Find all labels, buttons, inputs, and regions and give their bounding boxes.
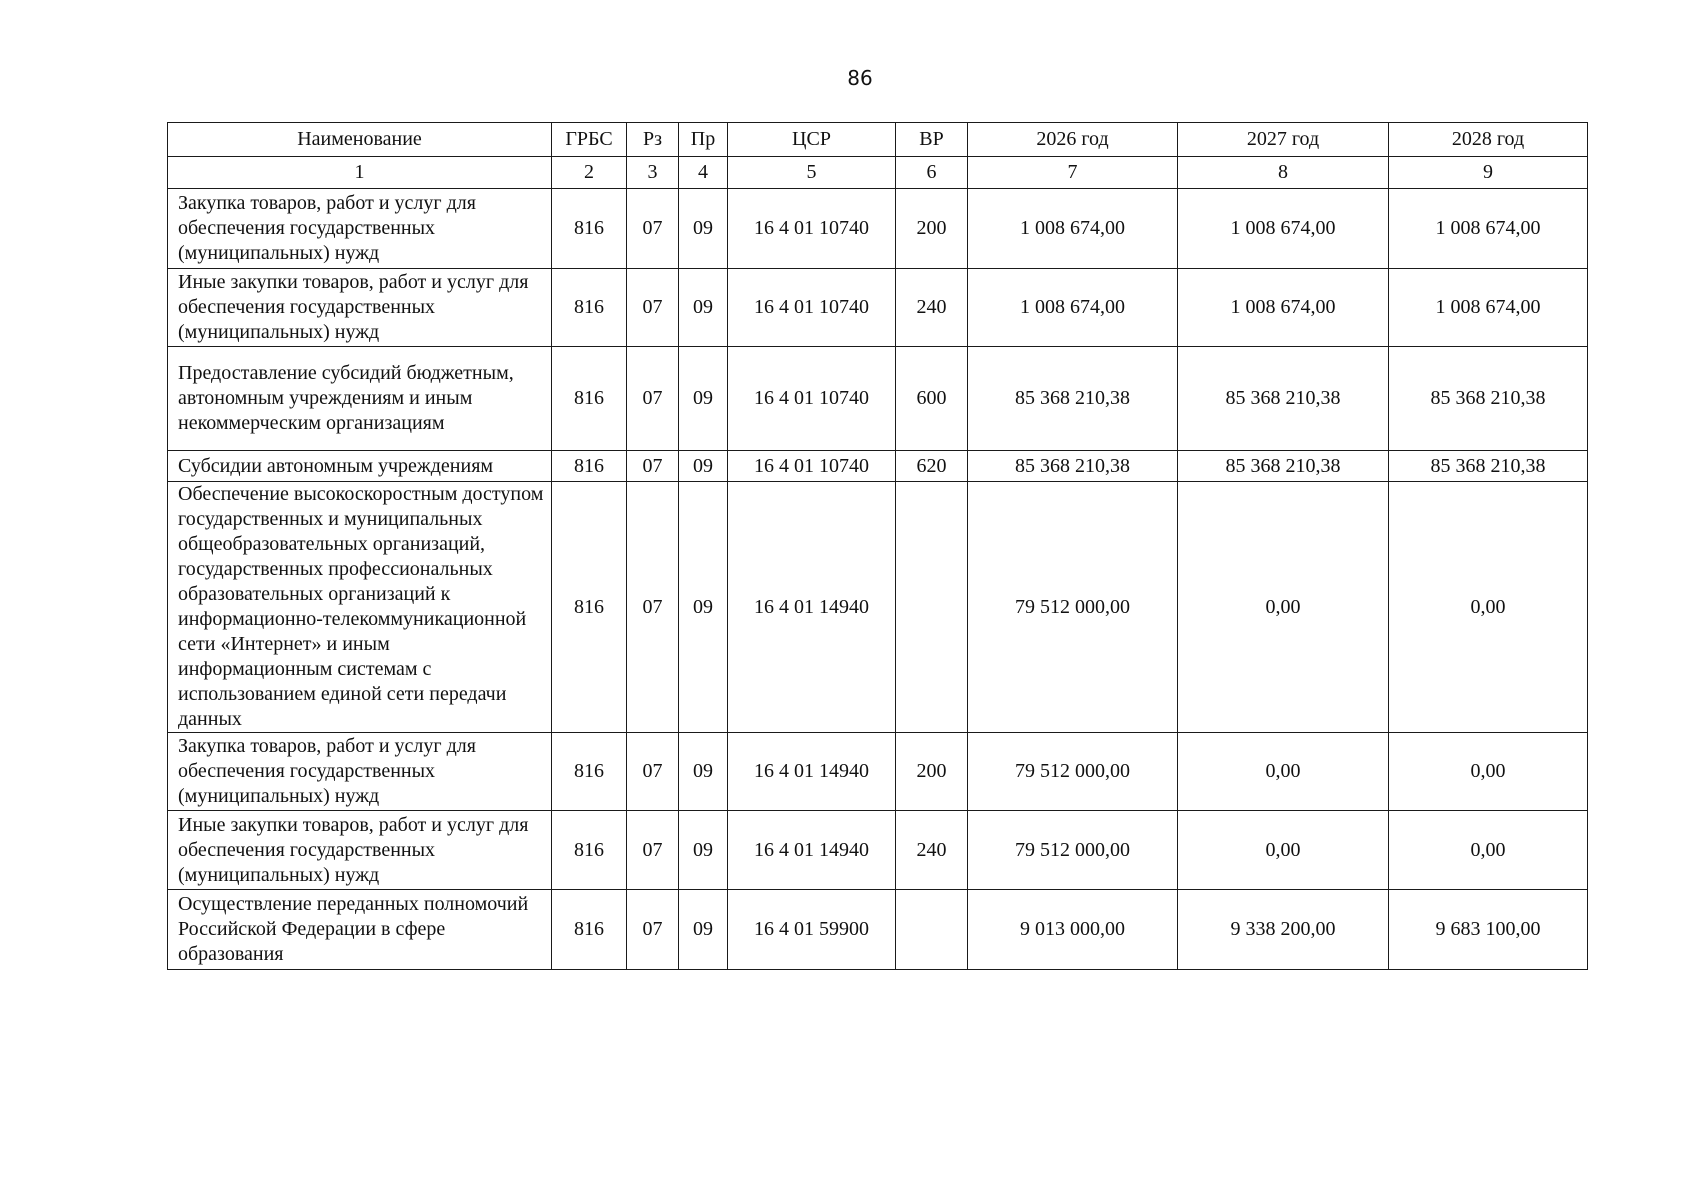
row-2027: 0,00 [1178,811,1389,890]
table-row [168,189,1588,269]
table-row [168,451,1588,482]
header-vr: ВР [896,123,968,157]
header-rz: Рз [627,123,679,157]
row-pr: 09 [679,451,728,482]
row-rz: 07 [627,451,679,482]
table-row [168,347,1588,451]
row-grbs: 816 [552,189,627,269]
header-name: Наименование [168,123,552,157]
header-pr: Пр [679,123,728,157]
row-pr: 09 [679,733,728,811]
column-number: 6 [896,157,968,189]
row-name: Закупка товаров, работ и услуг для обеспечения государственных (муниципальных) нужд [168,733,552,811]
column-number: 3 [627,157,679,189]
row-pr: 09 [679,482,728,733]
row-2027: 85 368 210,38 [1178,347,1389,451]
table-row [168,482,1588,733]
row-2027: 1 008 674,00 [1178,269,1389,347]
row-csr: 16 4 01 10740 [728,451,896,482]
row-grbs: 816 [552,269,627,347]
budget-table [167,122,1588,970]
row-pr: 09 [679,269,728,347]
row-rz: 07 [627,269,679,347]
column-number: 9 [1389,157,1588,189]
row-rz: 07 [627,890,679,970]
row-csr: 16 4 01 14940 [728,733,896,811]
row-csr: 16 4 01 14940 [728,482,896,733]
row-2028: 1 008 674,00 [1389,269,1588,347]
header-2026: 2026 год [968,123,1178,157]
header-row [168,123,1588,157]
row-2026: 79 512 000,00 [968,733,1178,811]
row-2027: 85 368 210,38 [1178,451,1389,482]
row-2028: 9 683 100,00 [1389,890,1588,970]
row-rz: 07 [627,811,679,890]
row-pr: 09 [679,890,728,970]
row-csr: 16 4 01 10740 [728,269,896,347]
row-2027: 0,00 [1178,733,1389,811]
row-2026: 79 512 000,00 [968,811,1178,890]
header-2028: 2028 год [1389,123,1588,157]
row-grbs: 816 [552,733,627,811]
row-grbs: 816 [552,347,627,451]
row-grbs: 816 [552,451,627,482]
row-grbs: 816 [552,811,627,890]
row-2026: 1 008 674,00 [968,189,1178,269]
row-2026: 1 008 674,00 [968,269,1178,347]
row-grbs: 816 [552,482,627,733]
row-vr: 240 [896,811,968,890]
row-2028: 0,00 [1389,733,1588,811]
column-number-row [168,157,1588,189]
row-2026: 9 013 000,00 [968,890,1178,970]
column-number: 2 [552,157,627,189]
column-number: 1 [168,157,552,189]
row-vr [896,890,968,970]
row-2026: 85 368 210,38 [968,347,1178,451]
row-vr: 200 [896,733,968,811]
row-2028: 85 368 210,38 [1389,451,1588,482]
row-rz: 07 [627,189,679,269]
row-2028: 0,00 [1389,811,1588,890]
row-rz: 07 [627,347,679,451]
row-name: Осуществление переданных полномочий Российской Федерации в сфере образования [168,890,552,970]
row-2027: 9 338 200,00 [1178,890,1389,970]
row-2028: 1 008 674,00 [1389,189,1588,269]
row-2026: 85 368 210,38 [968,451,1178,482]
row-2028: 0,00 [1389,482,1588,733]
column-number: 5 [728,157,896,189]
row-pr: 09 [679,347,728,451]
row-name: Иные закупки товаров, работ и услуг для обеспечения государственных (муниципальных) нужд [168,269,552,347]
row-name: Закупка товаров, работ и услуг для обеспечения государственных (муниципальных) нужд [168,189,552,269]
table-row [168,811,1588,890]
header-grbs: ГРБС [552,123,627,157]
header-csr: ЦСР [728,123,896,157]
row-rz: 07 [627,733,679,811]
column-number: 7 [968,157,1178,189]
row-name: Иные закупки товаров, работ и услуг для обеспечения государственных (муниципальных) нужд [168,811,552,890]
row-csr: 16 4 01 10740 [728,347,896,451]
table-row [168,733,1588,811]
row-2027: 1 008 674,00 [1178,189,1389,269]
row-name: Обеспечение высокоскоростным доступом государственных и муниципальных общеобразовательных организаций, государственных профессиональных образовательных организаций к информационно-телекоммуникационной сети «Интернет» и иным информационным системам с использованием единой сети передачи данных [168,482,552,733]
row-csr: 16 4 01 14940 [728,811,896,890]
row-grbs: 816 [552,890,627,970]
row-vr: 620 [896,451,968,482]
page-number: 86 [847,66,873,90]
row-2027: 0,00 [1178,482,1389,733]
column-number: 4 [679,157,728,189]
row-pr: 09 [679,189,728,269]
row-rz: 07 [627,482,679,733]
row-vr: 240 [896,269,968,347]
header-2027: 2027 год [1178,123,1389,157]
column-number: 8 [1178,157,1389,189]
row-name: Субсидии автономным учреждениям [168,451,552,482]
row-pr: 09 [679,811,728,890]
row-name: Предоставление субсидий бюджетным, автономным учреждениям и иным некоммерческим организациям [168,347,552,451]
row-vr: 200 [896,189,968,269]
row-vr: 600 [896,347,968,451]
table-row [168,890,1588,970]
row-2026: 79 512 000,00 [968,482,1178,733]
row-csr: 16 4 01 59900 [728,890,896,970]
row-2028: 85 368 210,38 [1389,347,1588,451]
row-csr: 16 4 01 10740 [728,189,896,269]
table-row [168,269,1588,347]
row-vr [896,482,968,733]
